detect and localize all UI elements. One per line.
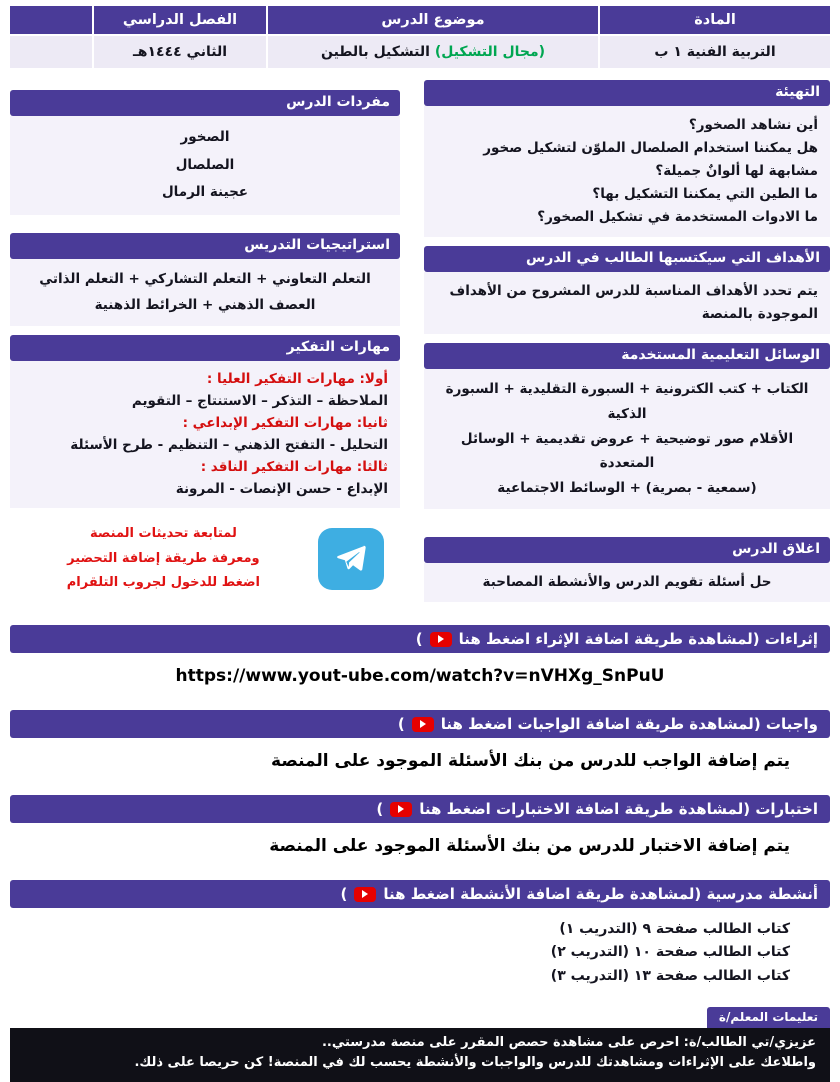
telegram-icon[interactable] bbox=[318, 528, 384, 590]
teacher-instructions-section bbox=[10, 1006, 830, 1082]
thinking-skill-label: ثانيا: مهارات التفكير الإبداعي : bbox=[182, 415, 388, 432]
play-icon bbox=[438, 635, 444, 643]
teacher-instructions-tab: تعليمات المعلم/ة bbox=[707, 1007, 830, 1028]
activities-body bbox=[10, 908, 830, 995]
play-icon bbox=[420, 720, 426, 728]
warmup-question: هل يمكننا استخدام الصلصال الملوّن لتشكيل صخور مشابهة لها ألوانٌ جميلة؟ bbox=[483, 139, 818, 179]
telegram-join-text[interactable]: لمتابعة تحديثات المنصة ومعرفة طريقة إضافة التحضير اضغط للدخول لجروب التلقرام bbox=[66, 526, 260, 590]
lesson-closing-title: اغلاق الدرس bbox=[424, 537, 830, 563]
strategies-body bbox=[10, 259, 400, 326]
subject-value: التربية الفنية ١ ب bbox=[600, 36, 830, 68]
warmup-question: أين نشاهد الصخور؟ bbox=[688, 117, 818, 133]
topic-header: موضوع الدرس bbox=[268, 6, 598, 34]
teaching-aids-body bbox=[424, 369, 830, 510]
youtube-icon[interactable] bbox=[412, 717, 434, 732]
homework-header-label: واجبات (لمشاهدة طريقة اضافة الواجبات اضغط هنا bbox=[440, 715, 818, 734]
semester-header: الفصل الدراسي bbox=[94, 6, 266, 34]
play-icon bbox=[362, 890, 368, 898]
activity-line: كتاب الطالب صفحة ١٠ (التدريب ٢) bbox=[550, 944, 790, 961]
objectives-body: يتم تحدد الأهداف المناسبة للدرس المشروح من الأهداف الموجودة بالمنصة bbox=[424, 272, 830, 334]
thinking-skill-label: ثالثا: مهارات التفكير الناقد : bbox=[200, 458, 388, 475]
vocab-item: عجينة الرمال bbox=[161, 184, 249, 201]
strategies-title: استراتيجيات التدريس bbox=[10, 233, 400, 259]
activities-header-label: أنشطة مدرسية (لمشاهدة طريقة اضافة الأنشطة اضغط هنا bbox=[383, 885, 818, 904]
warmup-body bbox=[424, 106, 830, 237]
activities-header-close: ) bbox=[340, 885, 348, 904]
activities-header[interactable] bbox=[10, 880, 830, 908]
vocab-item: الصلصال bbox=[175, 156, 235, 173]
teaching-aids-title: الوسائل التعليمية المستخدمة bbox=[424, 343, 830, 369]
thinking-skills-section bbox=[10, 335, 400, 508]
tests-body: يتم إضافة الاختبار للدرس من بنك الأسئلة الموجود على المنصة bbox=[269, 836, 790, 857]
play-icon bbox=[398, 805, 404, 813]
semester-value: الثاني ١٤٤٤هـ bbox=[94, 36, 266, 68]
homework-header-close: ) bbox=[397, 715, 405, 734]
instruction-line: عزيزي/تي الطالب/ة: احرص على مشاهدة حصص المقرر على منصة مدرستي.. bbox=[321, 1034, 816, 1050]
main-columns bbox=[10, 80, 830, 611]
topic-title-text: التشكيل بالطين bbox=[320, 44, 430, 60]
topic-domain-text: (مجال التشكيل) bbox=[434, 44, 546, 60]
left-column bbox=[10, 80, 400, 595]
aid-line: الأقلام صور توضيحية + عروض تقديمية + الوسائل المتعددة bbox=[460, 430, 794, 472]
enrichment-header-close: ) bbox=[415, 630, 423, 649]
thinking-skill-label: أولا: مهارات التفكير العليا : bbox=[206, 371, 388, 388]
thinking-skills-body bbox=[10, 361, 400, 508]
aid-line: الكتاب + كتب الكترونية + السبورة التقليدية + السبورة الذكية bbox=[445, 380, 809, 422]
right-column bbox=[424, 80, 830, 611]
strategies-section bbox=[10, 233, 400, 326]
objectives-title: الأهداف التي سيكتسبها الطالب في الدرس bbox=[424, 246, 830, 272]
strategy-line: التعلم التعاوني + التعلم التشاركي + التعلم الذاتي bbox=[39, 271, 371, 288]
enrichment-header-label: إثراءات (لمشاهدة طريقة اضافة الإثراء اضغط هنا bbox=[458, 630, 818, 649]
objectives-section bbox=[424, 246, 830, 334]
homework-section bbox=[10, 710, 830, 781]
lesson-info-table bbox=[10, 6, 830, 68]
tests-section bbox=[10, 795, 830, 866]
thinking-skill-text: الإبداع - حسن الإنصات - المرونة bbox=[175, 480, 388, 497]
warmup-section bbox=[424, 80, 830, 237]
tests-header[interactable] bbox=[10, 795, 830, 823]
activity-line: كتاب الطالب صفحة ٩ (التدريب ١) bbox=[559, 921, 790, 938]
enrichment-section bbox=[10, 625, 830, 696]
teaching-aids-section bbox=[424, 343, 830, 510]
thinking-skills-title: مهارات التفكير bbox=[10, 335, 400, 361]
tests-header-close: ) bbox=[376, 800, 384, 819]
vocabulary-body bbox=[10, 116, 400, 215]
warmup-question: ما الطين التي يمكننا التشكيل بها؟ bbox=[592, 185, 818, 202]
warmup-title: التهيئة bbox=[424, 80, 830, 106]
vocabulary-section bbox=[10, 90, 400, 215]
homework-header[interactable] bbox=[10, 710, 830, 738]
warmup-question: ما الادوات المستخدمة في تشكيل الصخور؟ bbox=[537, 208, 818, 225]
youtube-icon[interactable] bbox=[390, 802, 412, 817]
youtube-icon[interactable] bbox=[430, 632, 452, 647]
lesson-closing-section bbox=[424, 537, 830, 602]
instruction-line: واطلاعك على الإثراءات ومشاهدتك للدرس والواجبات والأنشطة يحسب لك في المنصة! كن حريصا على ذلك. bbox=[134, 1055, 816, 1071]
lesson-closing-body: حل أسئلة تقويم الدرس والأنشطة المصاحبة bbox=[424, 563, 830, 602]
vocabulary-title: مفردات الدرس bbox=[10, 90, 400, 116]
enrichment-url[interactable]: https://www.yout-ube.com/watch?v=nVHXg_SnPuU bbox=[175, 666, 665, 687]
enrichment-header[interactable] bbox=[10, 625, 830, 653]
thinking-skill-text: التحليل - التفتح الذهني – التنظيم - طرح الأسئلة bbox=[70, 436, 388, 453]
youtube-icon[interactable] bbox=[354, 887, 376, 902]
header-filler-cell bbox=[10, 6, 92, 34]
homework-body: يتم إضافة الواجب للدرس من بنك الأسئلة الموجود على المنصة bbox=[271, 751, 790, 772]
tests-header-label: اختبارات (لمشاهدة طريقة اضافة الاختبارات اضغط هنا bbox=[419, 800, 818, 819]
topic-value bbox=[268, 36, 598, 68]
aid-line: (سمعية - بصرية) + الوسائط الاجتماعية bbox=[497, 480, 757, 497]
strategy-line: العصف الذهني + الخرائط الذهنية bbox=[94, 296, 316, 313]
vocab-item: الصخور bbox=[180, 129, 230, 145]
thinking-skill-text: الملاحظة – التذكر – الاستنتاج – التقويم bbox=[131, 393, 388, 410]
teacher-instructions-body bbox=[10, 1028, 830, 1082]
value-filler-cell bbox=[10, 36, 92, 68]
subject-header: المادة bbox=[600, 6, 830, 34]
activities-section bbox=[10, 880, 830, 995]
telegram-join-block[interactable] bbox=[10, 522, 400, 594]
activity-line: كتاب الطالب صفحة ١٣ (التدريب ٣) bbox=[550, 967, 790, 984]
